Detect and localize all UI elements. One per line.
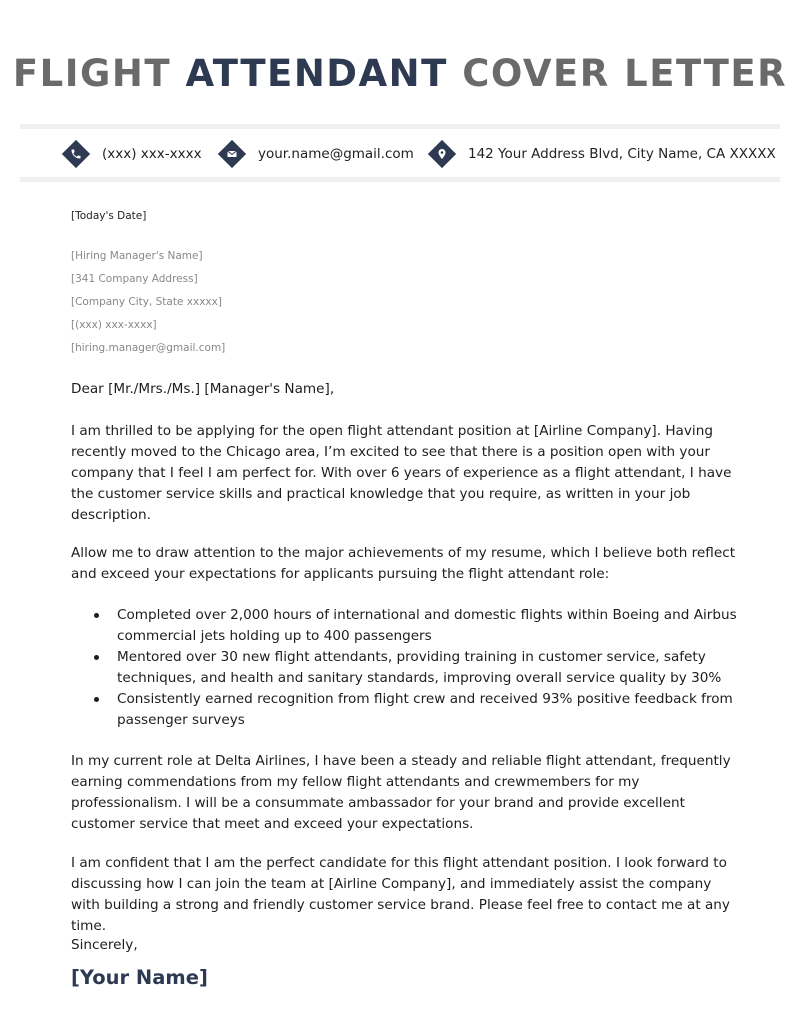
paragraph-1: I am thrilled to be applying for the open flight attendant position at [Airline Company]. Having recently moved to the Chicago area, I’m excited to see that there is a position open with your company that I feel I am perfect for. With over 6 years of experience as a flight attendant, I have the customer service skills and practical knowledge that you require, as written in your job description.	[71, 423, 732, 523]
letter-date: [Today's Date]	[71, 210, 147, 222]
signature-name: [Your Name]	[71, 966, 208, 989]
phone-icon	[62, 140, 90, 168]
contact-phone[interactable]	[64, 142, 202, 166]
recipient-email: [hiring.manager@gmail.com]	[71, 342, 226, 354]
recipient-phone: [(xxx) xxx-xxxx]	[71, 319, 157, 331]
list-item	[71, 689, 741, 731]
bullet-icon	[94, 655, 99, 660]
contact-address	[430, 142, 776, 166]
bullet-icon	[94, 697, 99, 702]
recipient-city: [Company City, State xxxxx]	[71, 296, 222, 308]
location-pin-icon	[428, 140, 456, 168]
phone-text: (xxx) xxx-xxxx	[102, 146, 202, 162]
list-item	[71, 647, 741, 689]
bullet-icon	[94, 613, 99, 618]
envelope-icon	[218, 140, 246, 168]
title-part-1: FLIGHT	[12, 52, 186, 95]
recipient-name: [Hiring Manager's Name]	[71, 250, 203, 262]
list-item-text: Consistently earned recognition from flight crew and received 93% positive feedback from passenger surveys	[117, 691, 733, 728]
recipient-block	[71, 245, 225, 360]
page-title	[0, 52, 800, 95]
paragraph-4: I am confident that I am the perfect candidate for this flight attendant position. I look forward to discussing how I can join the team at [Airline Company], and immediately assist the company with building a strong and friendly customer service brand. Please feel free to contact me at any time.	[71, 855, 730, 934]
paragraph-3: In my current role at Delta Airlines, I have been a steady and reliable flight attendant, frequently earning commendations from my fellow flight attendants and crewmembers for my professionalism. I will be a consummate ambassador for your brand and provide excellent customer service that meet and exceed your expectations.	[71, 753, 731, 832]
address-text: 142 Your Address Blvd, City Name, CA XXXXX	[468, 146, 776, 162]
achievement-list	[71, 605, 741, 731]
title-part-3: COVER LETTER	[447, 52, 788, 95]
recipient-address: [341 Company Address]	[71, 273, 198, 285]
list-item-text: Mentored over 30 new flight attendants, providing training in customer service, safety techniques, and health and sanitary standards, improving overall service quality by 30%	[117, 649, 722, 686]
title-part-2: ATTENDANT	[185, 52, 448, 95]
salutation: Dear [Mr./Mrs./Ms.] [Manager's Name],	[71, 381, 335, 397]
paragraph-2: Allow me to draw attention to the major achievements of my resume, which I believe both reflect and exceed your expectations for applicants pursuing the flight attendant role:	[71, 545, 736, 582]
email-text: your.name@gmail.com	[258, 146, 414, 162]
list-item-text: Completed over 2,000 hours of international and domestic flights within Boeing and Airbus commercial jets holding up to 400 passengers	[117, 607, 737, 644]
contact-email[interactable]	[220, 142, 414, 166]
contact-band	[20, 124, 780, 182]
closing: Sincerely,	[71, 937, 138, 953]
list-item	[71, 605, 741, 647]
